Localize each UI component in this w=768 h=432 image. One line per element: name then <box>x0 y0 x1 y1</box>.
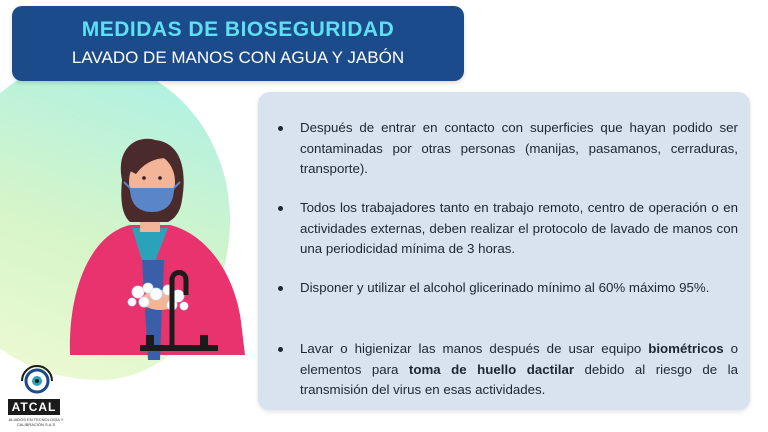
person-washing-hands-illustration <box>60 130 260 370</box>
list-item: Disponer y utilizar el alcohol glicerinado mínimo al 60% máximo 95%. <box>280 278 738 299</box>
list-item: Después de entrar en contacto con superficies que hayan podido ser contaminadas por otras personas (manijas, pasamanos, cerraduras, transporte). <box>280 118 738 180</box>
measures-panel <box>258 92 750 410</box>
page-subtitle: LAVADO DE MANOS CON AGUA Y JABÓN <box>71 48 405 67</box>
list-item: Lavar o higienizar las manos después de usar equipo biométricos o elementos para toma de huello dactilar debido al riesgo de la transmisión del virus en esas actividades. <box>280 339 738 401</box>
list-item: Todos los trabajadores tanto en trabajo remoto, centro de operación o en actividades externas, deben realizar el protocolo de lavado de manos con una periodicidad mínima de 3 horas. <box>280 198 738 260</box>
logo-tagline: ALIADOS EN TECNOLOGÍA Y CALIBRACIÓN S.A.S <box>8 417 64 427</box>
header-banner <box>12 6 464 81</box>
page-title: MEDIDAS DE BIOSEGURIDAD <box>81 18 395 41</box>
logo-name: ATCAL <box>8 399 60 415</box>
